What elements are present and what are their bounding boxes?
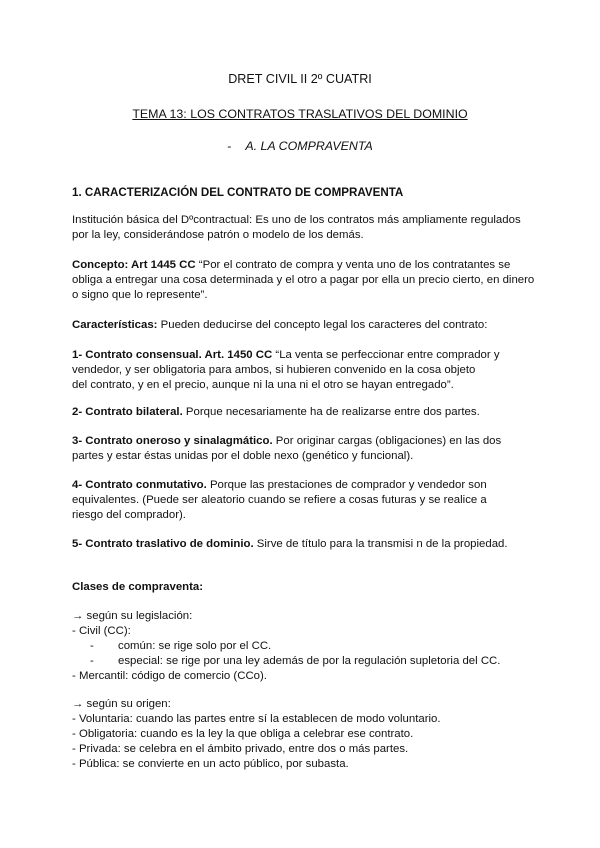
item3-line-1 bbox=[72, 434, 501, 449]
item1-line-1 bbox=[72, 348, 500, 363]
item1-line-2: vendedor, y ser obligatoria para ambos, si hubieren convenido en la cosa objeto bbox=[72, 364, 476, 376]
item3-text-1: Por originar cargas (obligaciones) en las dos bbox=[272, 435, 502, 447]
clase-voluntaria: - Voluntaria: cuando las partes entre sí la establecen de modo voluntario. bbox=[72, 713, 441, 725]
origen-header: → según su origen: bbox=[72, 698, 171, 710]
item4-line-2: equivalentes. (Puede ser aleatorio cuando se refiere a cosas futuras y se realice a bbox=[72, 494, 487, 506]
item1-label: 1- Contrato consensual. Art. 1450 CC bbox=[72, 349, 273, 361]
clase-especial bbox=[90, 654, 500, 669]
course-title: DRET CIVIL II 2º CUATRI bbox=[228, 72, 372, 86]
item5-label: 5- Contrato traslativo de dominio. bbox=[72, 538, 254, 550]
item1-line-3: del contrato, y en el precio, aunque ni la una ni el otro se hayan entregado”. bbox=[72, 379, 454, 391]
section-dash: - bbox=[227, 139, 232, 153]
concepto-line-3: o signo que lo represente”. bbox=[72, 289, 208, 301]
item2-label: 2- Contrato bilateral. bbox=[72, 406, 183, 418]
item3-line-2: partes y estar éstas unidas por el doble nexo (genético y funcional). bbox=[72, 450, 414, 462]
clases-heading: Clases de compraventa: bbox=[72, 581, 204, 593]
intro-line-2: por la ley, considerándose patrón o modelo de los demás. bbox=[72, 229, 364, 241]
caracteristicas-text: Pueden deducirse del concepto legal los caracteres del contrato: bbox=[157, 319, 488, 331]
especial-text: especial: se rige por una ley además de por la regulación supletoria del CC. bbox=[118, 655, 501, 667]
clase-civil: - Civil (CC): bbox=[72, 625, 131, 637]
concepto-text-1: “Por el contrato de compra y venta uno de los contratantes se bbox=[195, 259, 511, 271]
clase-obligatoria: - Obligatoria: cuando es la ley la que obliga a celebrar ese contrato. bbox=[72, 728, 414, 740]
clase-privada: - Privada: se celebra en el ámbito privado, entre dos o más partes. bbox=[72, 743, 409, 755]
item3-label: 3- Contrato oneroso y sinalagmático. bbox=[72, 435, 273, 447]
item2-text: Porque necesariamente ha de realizarse entre dos partes. bbox=[182, 406, 480, 418]
clase-mercantil: - Mercantil: código de comercio (CCo). bbox=[72, 670, 267, 682]
item4-text-1: Porque las prestaciones de comprador y vendedor son bbox=[206, 479, 487, 491]
item5-line bbox=[72, 537, 508, 552]
item2-line bbox=[72, 405, 480, 420]
item4-line-1 bbox=[72, 478, 487, 493]
item4-label: 4- Contrato conmutativo. bbox=[72, 479, 207, 491]
caracteristicas-label: Características: bbox=[72, 319, 158, 331]
clase-publica: - Pública: se convierte en un acto público, por subasta. bbox=[72, 758, 349, 770]
section-title bbox=[0, 139, 600, 154]
topic-title: TEMA 13: LOS CONTRATOS TRASLATIVOS DEL DOMINIO bbox=[132, 107, 468, 121]
concepto-line-1 bbox=[72, 258, 510, 273]
especial-dash: - bbox=[90, 655, 94, 667]
comun-text: común: se rige solo por el CC. bbox=[118, 640, 272, 652]
concepto-line-2: obliga a entregar una cosa determinada y el otro a pagar por ella un precio cierto, en dinero bbox=[72, 274, 535, 286]
intro-line-1: Institución básica del Dºcontractual: Es uno de los contratos más ampliamente regulados bbox=[72, 214, 521, 226]
item4-line-3: riesgo del comprador). bbox=[72, 509, 186, 521]
item1-text-1: “La venta se perfeccionar entre comprador y bbox=[272, 349, 500, 361]
section-title-text: A. LA COMPRAVENTA bbox=[245, 139, 373, 153]
legislacion-header: → según su legislación: bbox=[72, 610, 193, 622]
comun-dash: - bbox=[90, 640, 94, 652]
concepto-label: Concepto: Art 1445 CC bbox=[72, 259, 196, 271]
clase-comun bbox=[90, 639, 271, 654]
item5-text: Sirve de título para la transmisi n de la propiedad. bbox=[253, 538, 508, 550]
section1-heading: 1. CARACTERIZACIÓN DEL CONTRATO DE COMPRAVENTA bbox=[72, 186, 404, 199]
caracteristicas-line bbox=[72, 318, 487, 333]
